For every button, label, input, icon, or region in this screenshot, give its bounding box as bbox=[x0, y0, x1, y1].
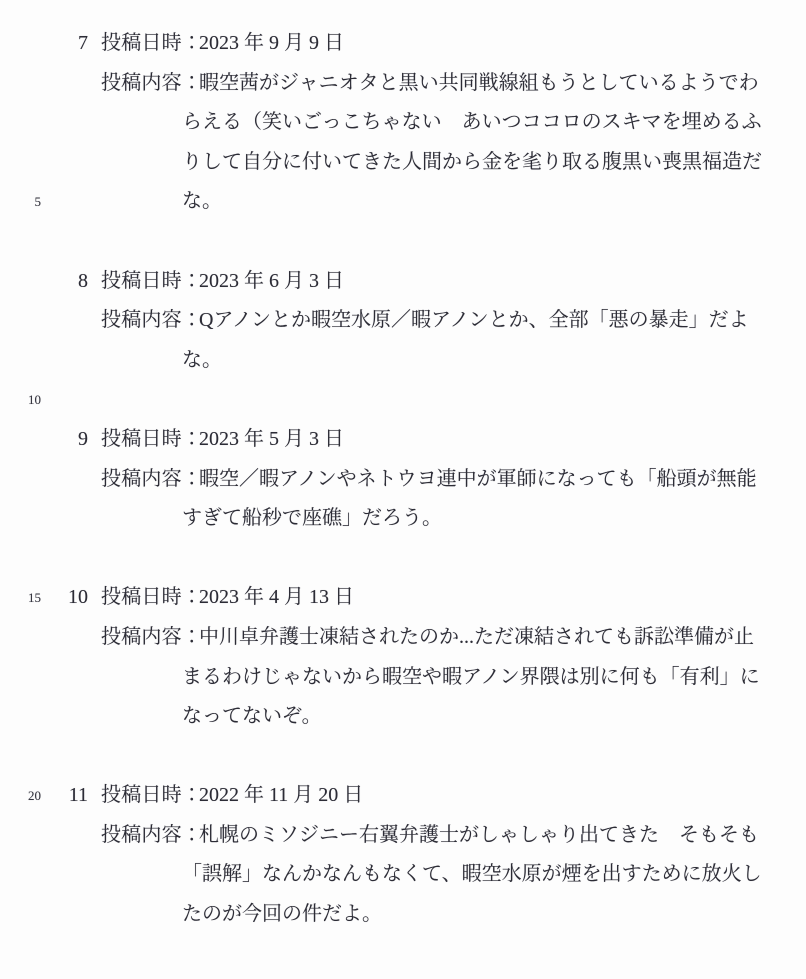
post-content-text: 暇空茜がジャニオタと黒い共同戦線組もうとしているようでわ bbox=[199, 71, 759, 94]
post-header-line bbox=[0, 24, 806, 64]
post-content-text: 中川卓弁護士凍結されたのか...ただ凍結されても訴訟準備が止 bbox=[199, 625, 754, 648]
margin-line-number: 15 bbox=[28, 590, 41, 606]
post-date: 2023 年 9 月 9 日 bbox=[199, 32, 344, 54]
post-number: 8 bbox=[78, 269, 88, 292]
blank-line bbox=[0, 222, 806, 262]
post-header-line bbox=[0, 776, 806, 816]
blank-line bbox=[0, 380, 806, 420]
post-content-text: なってないぞ。 bbox=[182, 705, 322, 728]
post-content-label: 投稿内容： bbox=[101, 467, 202, 490]
blank-line bbox=[0, 539, 806, 579]
post-date: 2023 年 5 月 3 日 bbox=[199, 427, 344, 450]
post-date: 2023 年 6 月 3 日 bbox=[199, 269, 344, 292]
post-date-label: 投稿日時： bbox=[101, 784, 202, 807]
post-content-text: らえる（笑いごっこちゃない あいつココロのスキマを埋めるふ bbox=[182, 111, 762, 134]
post-content-text: な。 bbox=[182, 348, 222, 371]
post-content-label: 投稿内容： bbox=[101, 625, 202, 648]
margin-line-number: 20 bbox=[28, 788, 41, 804]
post-content-line bbox=[0, 143, 806, 183]
post-number: 7 bbox=[78, 32, 88, 54]
post-content-line bbox=[0, 182, 806, 222]
post-content-line bbox=[0, 658, 806, 698]
post-date-label: 投稿日時： bbox=[101, 427, 202, 450]
post-content-line bbox=[0, 341, 806, 381]
post-content-line bbox=[0, 855, 806, 895]
post-date: 2022 年 11 月 20 日 bbox=[199, 784, 364, 807]
post-content-text: すぎて船秒で座礁」だろう。 bbox=[182, 507, 442, 530]
post-content-line bbox=[0, 895, 806, 935]
margin-line-number: 10 bbox=[28, 392, 41, 408]
post-content-text: たのが今回の件だよ。 bbox=[182, 903, 382, 926]
post-number: 9 bbox=[78, 427, 88, 450]
post-content-line bbox=[0, 460, 806, 500]
margin-line-number: 5 bbox=[34, 194, 41, 210]
post-date-label: 投稿日時： bbox=[101, 269, 202, 292]
post-content-label: 投稿内容： bbox=[101, 823, 202, 846]
post-content-line bbox=[0, 697, 806, 737]
post-content-line bbox=[0, 618, 806, 658]
post-number: 11 bbox=[68, 784, 88, 807]
post-content-text: Qアノンとか暇空水原／暇アノンとか、全部「悪の暴走」だよ bbox=[199, 309, 749, 332]
post-content-text: まるわけじゃないから暇空や暇アノン界隈は別に何も「有利」に bbox=[182, 665, 760, 688]
post-content-text: 札幌のミソジニー右翼弁護士がしゃしゃり出てきた そもそも bbox=[199, 823, 759, 846]
post-date-label: 投稿日時： bbox=[101, 32, 202, 54]
post-content-text: 「誤解」なんかなんもなくて、暇空水原が煙を出すために放火し bbox=[182, 863, 762, 886]
post-content-text: りして自分に付いてきた人間から金を毟り取る腹黒い喪黒福造だ bbox=[182, 150, 762, 173]
post-number: 10 bbox=[68, 586, 88, 609]
post-content-line bbox=[0, 64, 806, 104]
blank-line bbox=[0, 737, 806, 777]
post-content-line bbox=[0, 499, 806, 539]
post-header-line bbox=[0, 262, 806, 302]
document-body bbox=[0, 24, 806, 935]
post-header-line bbox=[0, 578, 806, 618]
post-date-label: 投稿日時： bbox=[101, 586, 202, 609]
post-content-text: な。 bbox=[182, 190, 222, 213]
post-date: 2023 年 4 月 13 日 bbox=[199, 586, 354, 609]
post-content-line bbox=[0, 816, 806, 856]
post-content-label: 投稿内容： bbox=[101, 71, 202, 94]
post-content-label: 投稿内容： bbox=[101, 309, 202, 332]
post-content-text: 暇空／暇アノンやネトウヨ連中が軍師になっても「船頭が無能 bbox=[199, 467, 757, 490]
post-header-line bbox=[0, 420, 806, 460]
post-content-line bbox=[0, 301, 806, 341]
post-content-line bbox=[0, 103, 806, 143]
